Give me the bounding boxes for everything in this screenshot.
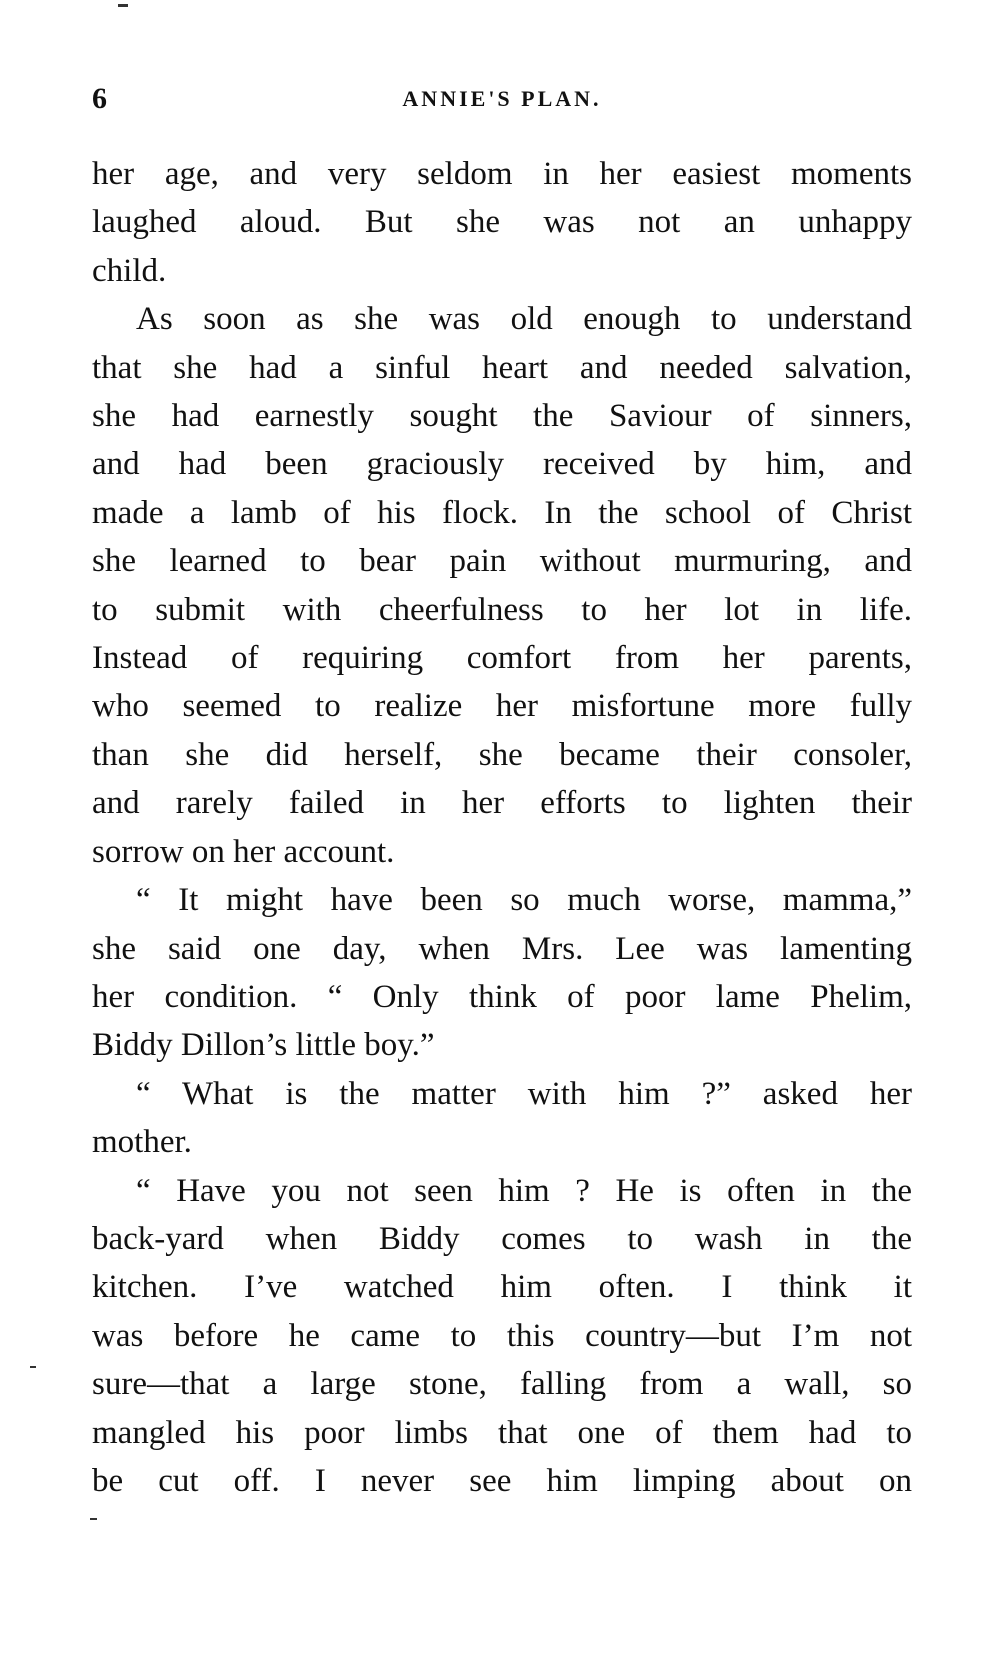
running-head: ANNIE'S PLAN. (402, 86, 602, 111)
scan-speck (118, 4, 128, 7)
text-line: made a lamb of his flock. In the school of Christ (92, 494, 912, 531)
scan-speck (30, 1366, 36, 1368)
text-line: As soon as she was old enough to understand (136, 301, 912, 338)
text-line: mangled his poor limbs that one of them had to (92, 1414, 912, 1451)
text-line: Instead of requiring comfort from her parents, (92, 640, 912, 677)
paragraph-1 (92, 150, 912, 295)
text-line: than she did herself, she became their consoler, (92, 736, 912, 773)
paragraph-5 (92, 1167, 912, 1506)
text-line: to submit with cheerfulness to her lot in life. (92, 591, 912, 628)
text-line: she had earnestly sought the Saviour of sinners, (92, 398, 912, 435)
body-text (92, 150, 912, 1505)
paragraph-2 (92, 295, 912, 876)
text-line: child. (92, 252, 167, 289)
text-line: she said one day, when Mrs. Lee was lamenting (92, 930, 912, 967)
text-line: her age, and very seldom in her easiest moments (92, 156, 912, 192)
text-line: and had been graciously received by him, and (92, 446, 912, 483)
text-line: laughed aloud. But she was not an unhappy (92, 204, 912, 241)
text-line: “ Have you not seen him ? He is often in the (136, 1172, 912, 1209)
text-line: mother. (92, 1124, 192, 1161)
text-line: that she had a sinful heart and needed salvation, (92, 349, 912, 386)
text-line: back-yard when Biddy comes to wash in the (92, 1220, 912, 1257)
text-line: and rarely failed in her efforts to lighten their (92, 785, 912, 822)
paragraph-3 (92, 876, 912, 1070)
text-line: “ What is the matter with him ?” asked her (136, 1075, 912, 1112)
scan-speck (90, 1518, 97, 1520)
page-number: 6 (92, 82, 107, 115)
text-line: kitchen. I’ve watched him often. I think it (92, 1269, 912, 1306)
text-line: was before he came to this country—but I’m not (92, 1317, 912, 1354)
text-line: “ It might have been so much worse, mamma,” (136, 882, 912, 919)
text-line: her condition. “ Only think of poor lame Phelim, (92, 978, 912, 1015)
text-line: be cut off. I never see him limping about on (92, 1462, 912, 1499)
text-line: Biddy Dillon’s little boy.” (92, 1027, 435, 1064)
text-line: who seemed to realize her misfortune more fully (92, 688, 912, 725)
page-header (92, 82, 912, 122)
paragraph-4 (92, 1070, 912, 1167)
text-line: sure—that a large stone, falling from a wall, so (92, 1366, 912, 1403)
text-line: she learned to bear pain without murmuring, and (92, 543, 912, 580)
text-line: sorrow on her account. (92, 833, 395, 870)
